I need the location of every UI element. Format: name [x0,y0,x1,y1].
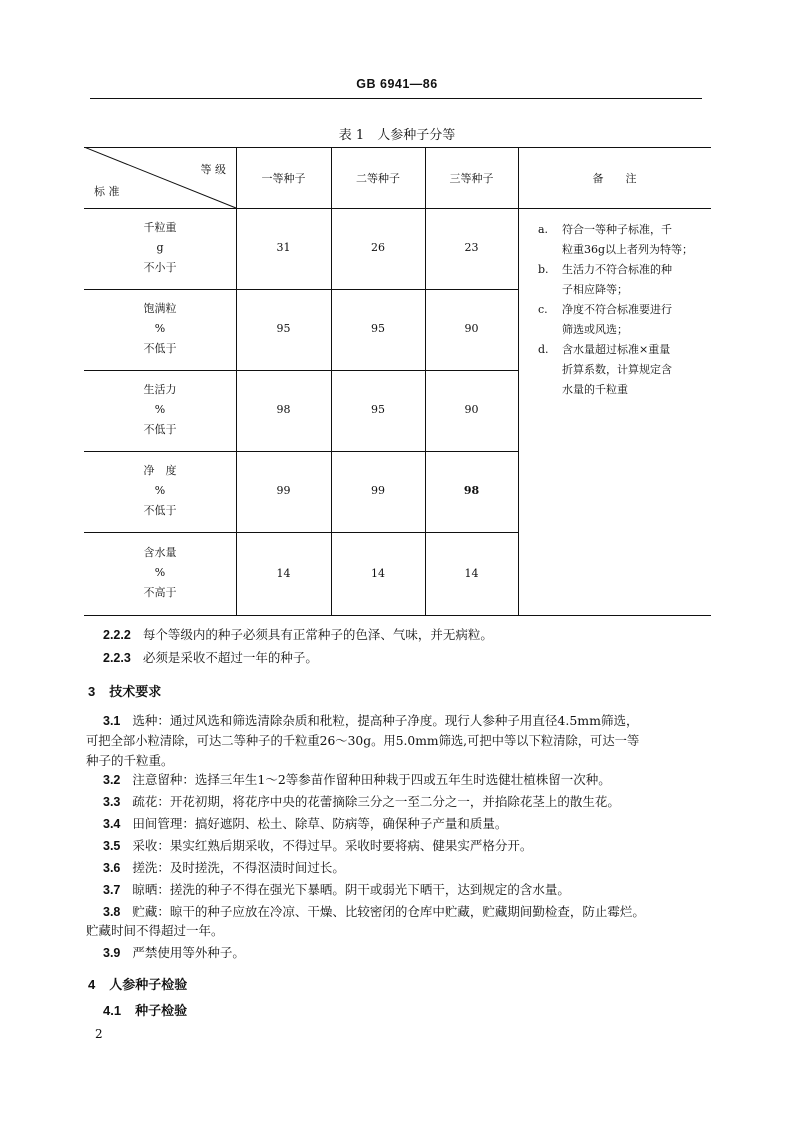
col-header-notes: 备 注 [592,172,637,185]
clause-number: 3.4 [103,817,121,831]
col-header-second: 二等种子 [356,172,400,185]
clause-3-8-line2: 贮藏时间不得超过一年。 [86,923,224,938]
table-cell: 98 [276,403,291,416]
row-divider [84,532,518,533]
note-line: 水量的千粒重 [562,383,628,396]
col-divider [236,147,237,615]
clause-text: 贮藏：晾干的种子应放在冷凉、干燥、比较密闭的仓库中贮藏，贮藏期间勤检查，防止霉烂。 [132,904,645,919]
section-3-heading [88,681,161,700]
clause-3-1 [103,712,638,730]
clause-number: 3.1 [103,714,121,728]
row-divider [84,289,518,290]
table-cell: 99 [371,484,385,497]
clause-2-2-2 [103,626,493,644]
row-limit: 不高于 [143,586,177,599]
table-title: 表 1 人参种子分等 [338,128,456,143]
note-label: d. [538,343,549,356]
document-code: GB 6941—86 [356,77,438,91]
row-name: 含水量 [143,546,177,559]
table-row-label [84,461,236,521]
note-label: b. [538,263,549,276]
row-unit: % [154,403,166,416]
row-limit: 不低于 [143,504,177,517]
clause-number: 3.8 [103,905,121,919]
clause-3-7 [103,881,570,899]
table-row-label [84,299,236,359]
clause-3-2 [103,771,611,789]
col-divider [518,147,519,615]
clause-text: 每个等级内的种子必须具有正常种子的色泽、气味，并无病粒。 [142,627,493,642]
table-cell: 26 [371,241,385,254]
row-name: 饱满粒 [143,302,177,315]
clause-text: 严禁使用等外种子。 [132,945,245,960]
section-title: 人参种子检验 [109,977,188,992]
clause-text: 晾晒：搓洗的种子不得在强光下暴晒。阴干或弱光下晒干，达到规定的含水量。 [132,882,570,897]
row-limit: 不低于 [143,423,177,436]
header-rule [90,98,702,99]
clause-text: 注意留种：选择三年生1～2等参苗作留种田种栽于四或五年生时选健壮植株留一次种。 [132,772,611,787]
table-cell: 14 [371,567,385,580]
row-name: 千粒重 [143,221,177,234]
col-divider [425,147,426,615]
clause-text: 必须是采收不超过一年的种子。 [142,650,318,665]
clause-number: 3.2 [103,773,121,787]
row-name: 净 度 [143,464,177,477]
col-divider [331,147,332,615]
table-row-label [84,543,236,603]
note-line: 折算系数，计算规定含 [562,363,672,376]
row-unit: % [154,566,166,579]
note-line: 净度不符合标准要进行 [562,303,672,316]
clause-3-4 [103,815,507,833]
clause-text: 田间管理：搞好遮阴、松土、除草、防病等，确保种子产量和质量。 [132,816,508,831]
clause-3-1-line2: 可把全部小粒清除，可达二等种子的千粒重26～30g。用5.0mm筛选,可把中等以下粒清除，可达一等 [86,734,640,748]
section-title: 技术要求 [109,684,162,699]
section-title: 种子检验 [135,1003,188,1018]
clause-number: 3.9 [103,946,121,960]
section-4-heading [88,974,187,993]
table-cell: 95 [276,322,291,335]
clause-3-1-line3: 种子的千粒重。 [86,753,174,768]
page-number: 2 [95,1027,103,1041]
clause-3-5 [103,837,532,855]
clause-text: 选种：通过风选和筛选清除杂质和秕粒，提高种子净度。现行人参种子用直径4.5mm筛选， [132,713,639,728]
row-divider [84,451,518,452]
note-line: 符合一等种子标准，千 [562,223,672,236]
table-cell: 95 [371,403,385,416]
clause-3-9 [103,944,245,962]
clause-3-6 [103,859,345,877]
clause-number: 3.5 [103,839,121,853]
note-line: 粒重36g以上者列为特等； [562,243,694,256]
corner-standard-label: 标 准 [94,185,120,198]
table-cell: 14 [464,567,479,580]
table-cell: 90 [464,403,479,416]
section-4-1-heading [103,1000,187,1019]
row-limit: 不小于 [143,261,177,274]
table-row-label [84,380,236,440]
clause-number: 2.2.2 [103,628,131,642]
section-number: 3 [88,684,96,699]
col-header-third: 三等种子 [449,172,494,185]
table-bottom-rule [84,615,711,616]
table-cell: 99 [276,484,291,497]
note-line: 子相应降等； [562,283,628,296]
row-limit: 不低于 [143,342,177,355]
clause-text: 采收：果实红熟后期采收，不得过早。采收时要将病、健果实严格分开。 [132,838,533,853]
row-name: 生活力 [143,383,177,396]
section-number: 4.1 [103,1003,122,1018]
clause-number: 3.3 [103,795,121,809]
clause-number: 3.7 [103,883,121,897]
table-cell: 31 [276,241,291,254]
col-header-first: 一等种子 [261,172,306,185]
table-cell: 23 [464,241,479,254]
row-unit: g [156,241,164,254]
clause-text: 疏花：开花初期，将花序中央的花蕾摘除三分之一至二分之一，并掐除花茎上的散生花。 [132,794,620,809]
clause-number: 3.6 [103,861,121,875]
corner-diagonal [84,147,237,209]
table-cell: 95 [371,322,385,335]
corner-grade-label: 等 级 [200,163,226,176]
note-label: a. [538,223,549,236]
note-label: c. [538,303,548,316]
clause-text: 搓洗：及时搓洗，不得沤渍时间过长。 [132,860,345,875]
clause-3-3 [103,793,620,811]
table-cell: 90 [464,322,479,335]
row-unit: % [154,322,166,335]
clause-2-2-3 [103,649,318,667]
row-divider [84,370,518,371]
table-cell: 98 [463,484,480,497]
table-cell: 14 [276,567,291,580]
note-line: 含水量超过标准×重量 [562,343,671,356]
clause-number: 2.2.3 [103,651,131,665]
note-line: 筛选或风选； [562,323,628,336]
note-line: 生活力不符合标准的种 [562,263,672,276]
section-number: 4 [88,977,96,992]
clause-3-8 [103,903,645,921]
table-row-label [84,218,236,278]
row-unit: % [154,484,166,497]
